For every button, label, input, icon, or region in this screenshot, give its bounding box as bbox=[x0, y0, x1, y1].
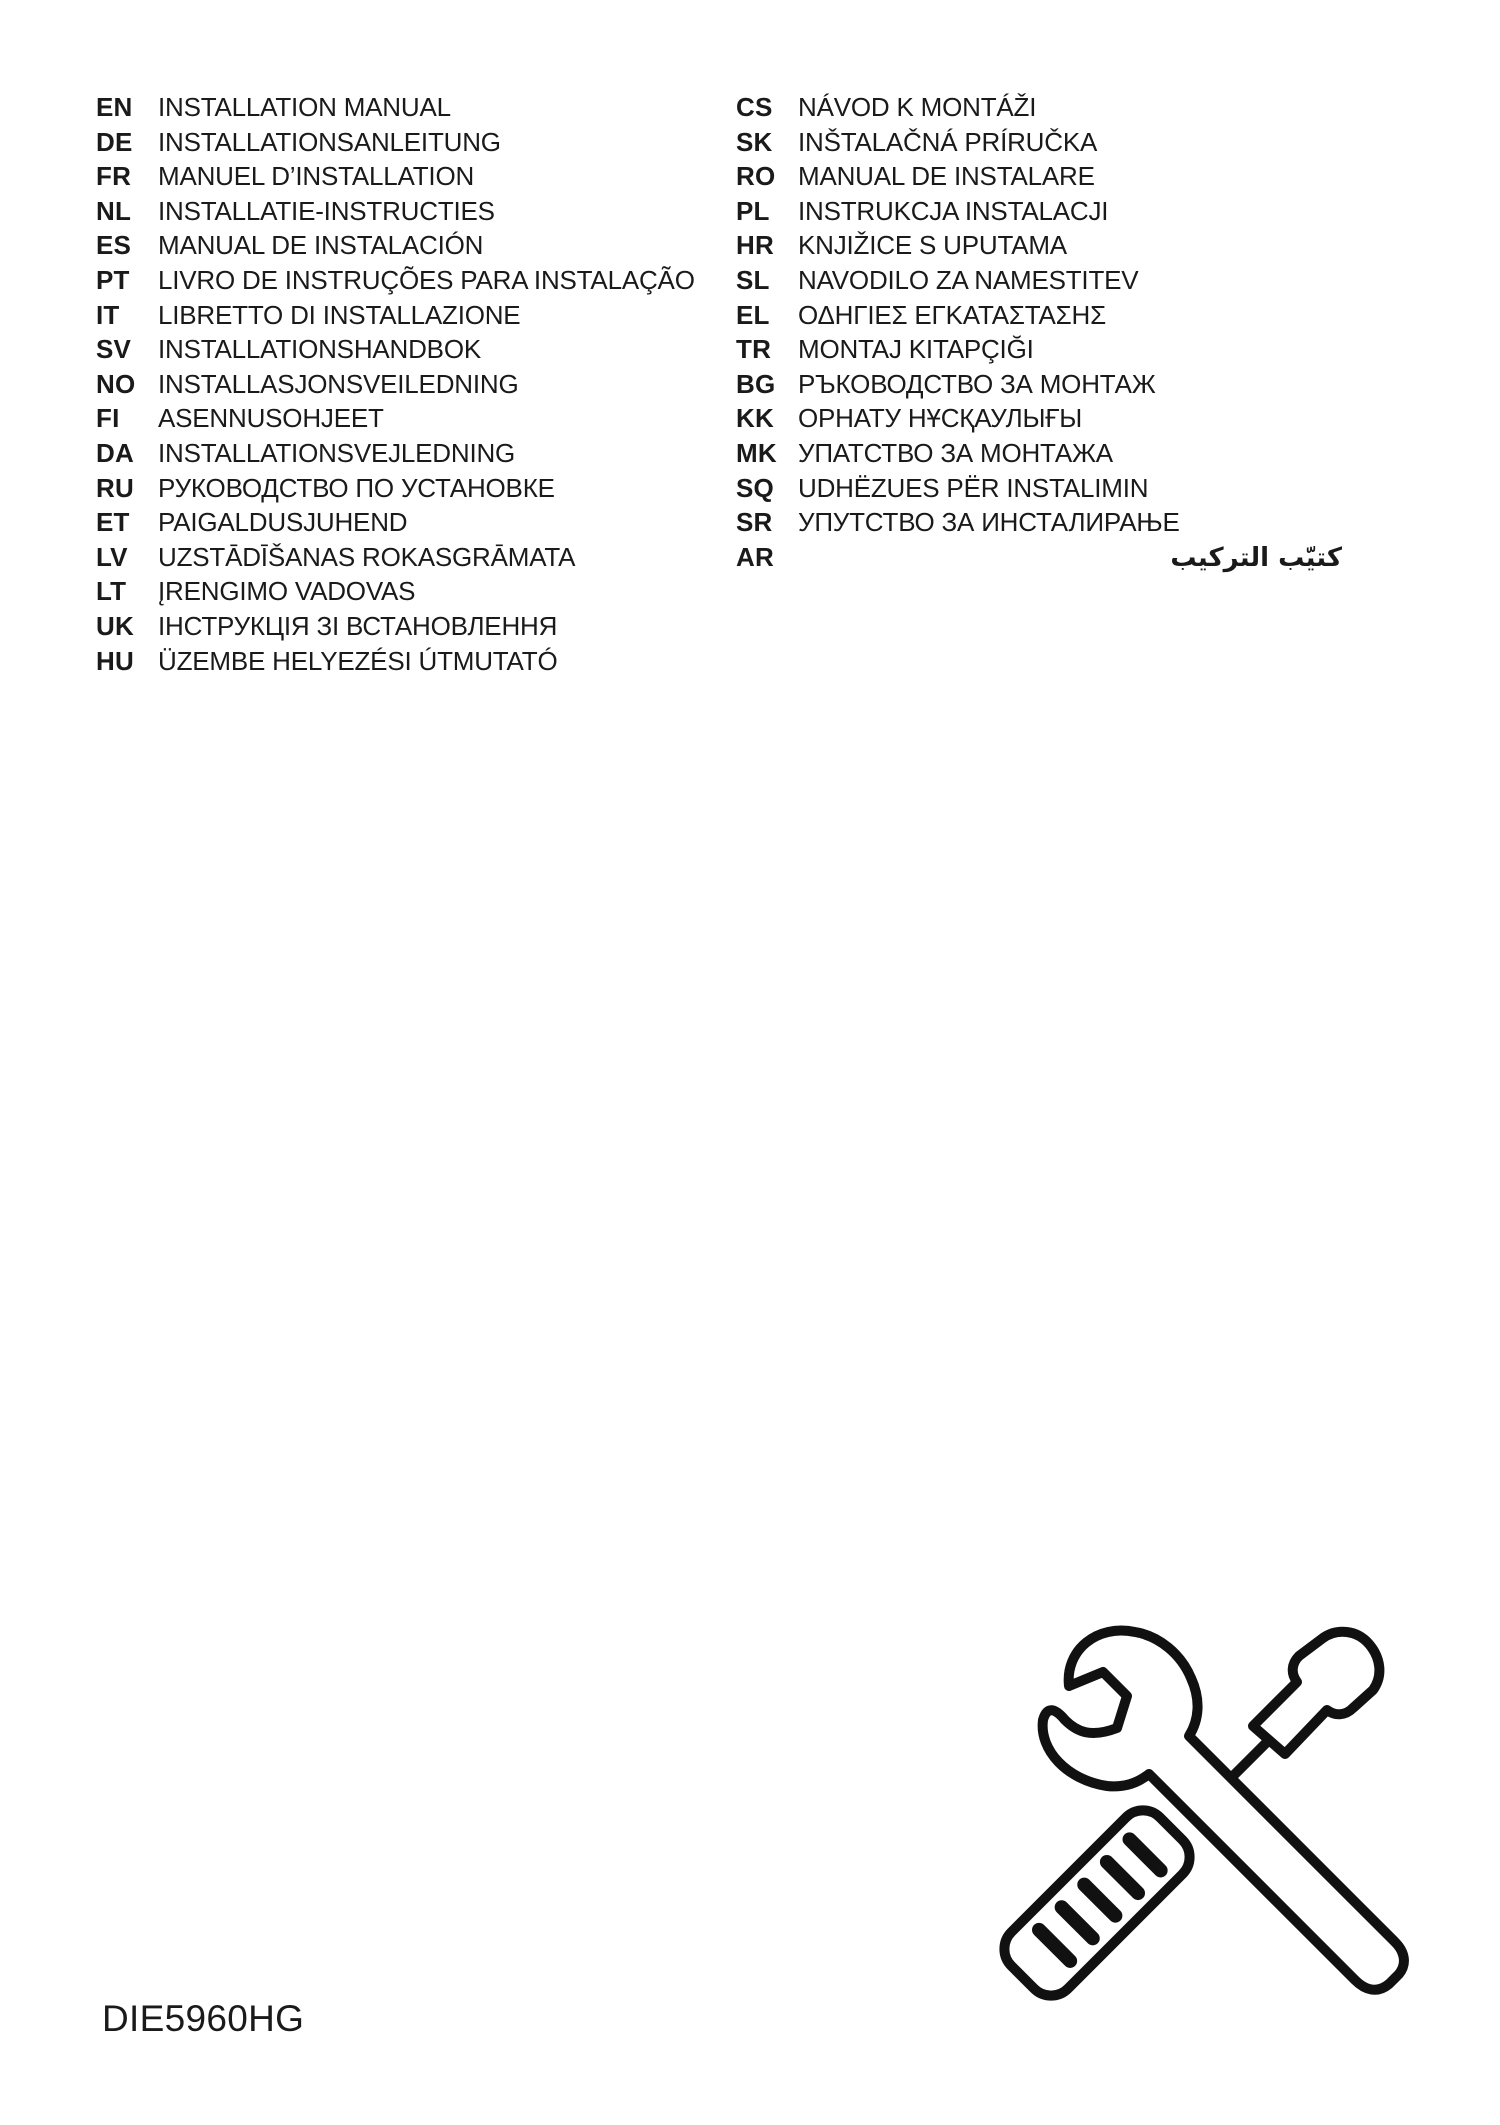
language-title: PAIGALDUSJUHEND bbox=[158, 507, 408, 538]
language-title: ОРНАТУ НҰСҚАУЛЫҒЫ bbox=[798, 403, 1083, 434]
language-code: TR bbox=[736, 334, 772, 365]
language-row-sr bbox=[736, 507, 1356, 542]
language-row-ro bbox=[736, 161, 1356, 196]
language-row-fi bbox=[96, 403, 695, 438]
language-row-tr bbox=[736, 334, 1356, 369]
language-code: PL bbox=[736, 195, 770, 226]
model-number: DIE5960HG bbox=[102, 1998, 305, 2039]
language-code: FI bbox=[96, 403, 120, 434]
language-title: NÁVOD K MONTÁŽI bbox=[798, 92, 1037, 122]
language-title: NAVODILO ZA NAMESTITEV bbox=[798, 264, 1139, 295]
language-row-nl bbox=[96, 196, 695, 231]
language-title: УПАТСТВО ЗА МОНТАЖА bbox=[798, 437, 1113, 468]
language-code: HR bbox=[736, 230, 774, 261]
language-code: DA bbox=[96, 437, 134, 468]
language-list-right bbox=[736, 92, 1356, 576]
language-row-de bbox=[96, 127, 695, 162]
language-code: BG bbox=[736, 368, 776, 399]
language-row-hr bbox=[736, 230, 1356, 265]
language-code: HU bbox=[96, 645, 134, 676]
language-title: MANUAL DE INSTALARE bbox=[798, 161, 1095, 192]
language-row-bg bbox=[736, 369, 1356, 404]
language-title: ASENNUSOHJEET bbox=[158, 403, 384, 434]
language-code: KK bbox=[736, 403, 774, 434]
language-row-sq bbox=[736, 473, 1356, 508]
language-row-kk bbox=[736, 403, 1356, 438]
language-row-sk bbox=[736, 127, 1356, 162]
language-code: SV bbox=[96, 334, 132, 365]
language-code: SL bbox=[736, 264, 770, 295]
language-code: RU bbox=[96, 472, 134, 503]
language-row-el bbox=[736, 300, 1356, 335]
language-title: ІНСТРУКЦІЯ ЗІ ВСТАНОВЛЕННЯ bbox=[158, 610, 558, 641]
language-row-mk bbox=[736, 438, 1356, 473]
language-title: РУКОВОДСТВО ПО УСТАНОВКЕ bbox=[158, 472, 555, 503]
language-code: SQ bbox=[736, 472, 774, 503]
language-title: INSTALLATIONSVEJLEDNING bbox=[158, 437, 516, 468]
language-row-hu bbox=[96, 646, 695, 681]
language-title: UZSTĀDĪŠANAS ROKASGRĀMATA bbox=[158, 541, 576, 572]
language-code: NL bbox=[96, 195, 132, 226]
language-code: ET bbox=[96, 507, 130, 538]
language-row-sl bbox=[736, 265, 1356, 300]
language-code: ES bbox=[96, 230, 132, 261]
language-code: LT bbox=[96, 576, 127, 607]
language-row-cs bbox=[736, 92, 1356, 127]
language-code: AR bbox=[736, 541, 774, 572]
language-title: РЪКОВОДСТВО ЗА МОНТАЖ bbox=[798, 368, 1156, 399]
language-code: NO bbox=[96, 368, 136, 399]
language-title: INSTALLATIONSANLEITUNG bbox=[158, 126, 501, 157]
language-code: SK bbox=[736, 126, 773, 157]
language-code: FR bbox=[96, 161, 132, 192]
language-row-et bbox=[96, 507, 695, 542]
language-row-lv bbox=[96, 542, 695, 577]
language-row-it bbox=[96, 300, 695, 335]
language-title: LIBRETTO DI INSTALLAZIONE bbox=[158, 299, 521, 330]
language-title: INŠTALAČNÁ PRÍRUČKA bbox=[798, 126, 1098, 157]
language-code: MK bbox=[736, 437, 777, 468]
language-code: CS bbox=[736, 92, 773, 122]
language-title: MANUAL DE INSTALACIÓN bbox=[158, 230, 484, 261]
language-row-es bbox=[96, 230, 695, 265]
language-list-left bbox=[96, 92, 695, 680]
language-title: MONTAJ KITAPÇIĞI bbox=[798, 334, 1034, 365]
language-title: KNJIŽICE S UPUTAMA bbox=[798, 230, 1067, 261]
language-title: INSTALLATION MANUAL bbox=[158, 92, 451, 122]
language-title: UDHËZUES PËR INSTALIMIN bbox=[798, 472, 1149, 503]
language-row-pl bbox=[736, 196, 1356, 231]
language-row-da bbox=[96, 438, 695, 473]
language-title: كتيّب التركيب bbox=[1170, 542, 1342, 573]
language-row-ar bbox=[736, 542, 1356, 577]
language-code: UK bbox=[96, 610, 134, 641]
language-title: ÜZEMBE HELYEZÉSI ÚTMUTATÓ bbox=[158, 645, 558, 676]
language-code: DE bbox=[96, 126, 133, 157]
language-title: LIVRO DE INSTRUÇÕES PARA INSTALAÇÃO bbox=[158, 264, 695, 295]
language-row-no bbox=[96, 369, 695, 404]
language-row-ru bbox=[96, 473, 695, 508]
language-title: INSTALLATIONSHANDBOK bbox=[158, 334, 481, 365]
language-row-fr bbox=[96, 161, 695, 196]
language-row-lt bbox=[96, 576, 695, 611]
language-code: IT bbox=[96, 299, 120, 330]
language-code: RO bbox=[736, 161, 776, 192]
language-row-en bbox=[96, 92, 695, 127]
language-title: INSTALLASJONSVEILEDNING bbox=[158, 368, 519, 399]
language-title: ΟΔΗΓΙΕΣ ΕΓΚΑΤΑΣΤΑΣΗΣ bbox=[798, 299, 1107, 330]
language-title: INSTRUKCJA INSTALACJI bbox=[798, 195, 1109, 226]
language-title: MANUEL D’INSTALLATION bbox=[158, 161, 475, 192]
language-title: INSTALLATIE-INSTRUCTIES bbox=[158, 195, 495, 226]
language-row-uk bbox=[96, 611, 695, 646]
language-code: EL bbox=[736, 299, 770, 330]
language-title: ĮRENGIMO VADOVAS bbox=[158, 576, 416, 607]
language-row-sv bbox=[96, 334, 695, 369]
language-title: УПУТСТВО ЗА ИНСТАЛИРАЊЕ bbox=[798, 507, 1180, 538]
language-code: EN bbox=[96, 92, 133, 122]
language-code: SR bbox=[736, 507, 773, 538]
language-code: PT bbox=[96, 264, 130, 295]
language-code: LV bbox=[96, 541, 128, 572]
wrench-screwdriver-icon bbox=[985, 1620, 1415, 2040]
language-row-pt bbox=[96, 265, 695, 300]
